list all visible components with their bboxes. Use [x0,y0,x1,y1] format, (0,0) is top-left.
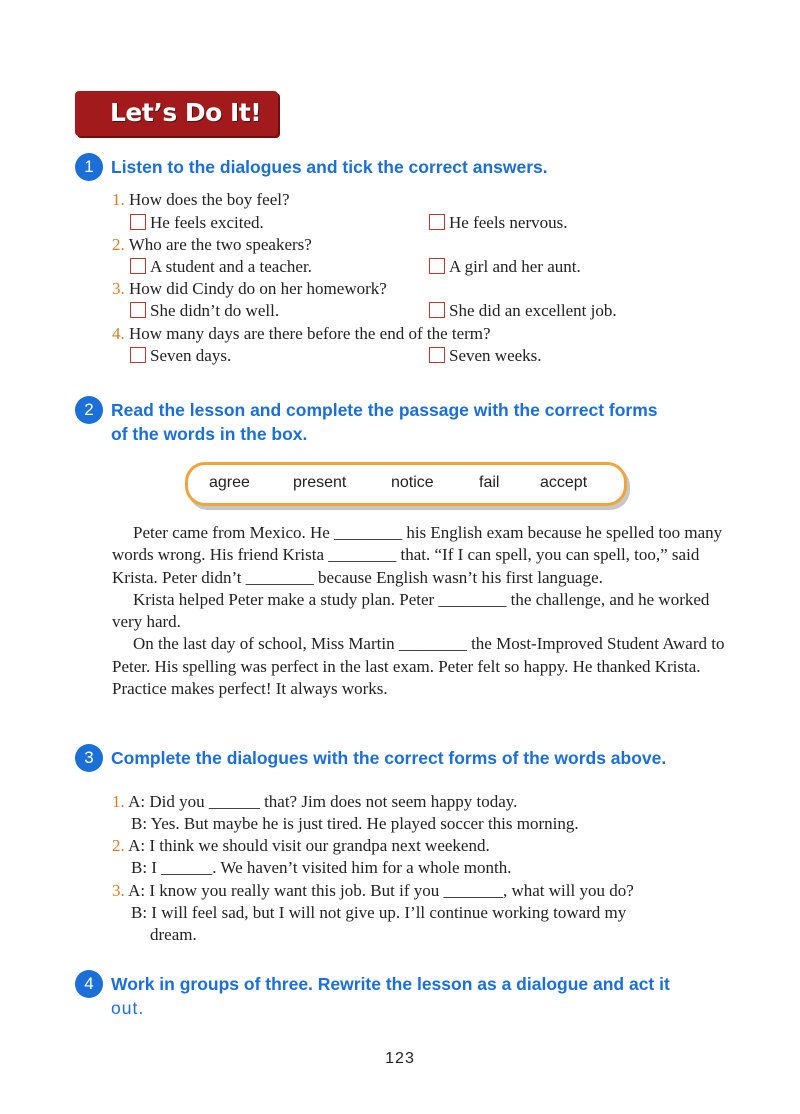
dialogue-line: B: I will feel sad, but I will not give up. I’ll continue working toward my [131,903,627,922]
reading-passage [112,522,730,700]
checkbox[interactable] [429,258,445,274]
passage-paragraph: On the last day of school, Miss Martin ________ the Most-Improved Student Award to Peter. His spelling was perfect in the last exam. Peter felt so happy. He thanked Krista. Practice makes perfect! It always works. [112,634,725,699]
dialogue-line: B: Yes. But maybe he is just tired. He played soccer this morning. [131,814,579,833]
dialogue-line: dream. [150,925,197,944]
dialogue-line: 2. A: I think we should visit our grandpa next weekend. [112,836,490,855]
question: 1. How does the boy feel? [112,190,290,209]
answer-option[interactable]: A girl and her aunt. [429,256,581,278]
answer-option[interactable]: She didn’t do well. [130,300,279,322]
answer-option[interactable]: A student and a teacher. [130,256,312,278]
section-title: Let’s Do It! [110,98,262,127]
task-instruction: Read the lesson and complete the passage with the correct forms of the words in the box. [111,400,658,444]
task-instruction: Work in groups of three. Rewrite the lesson as a dialogue and act it out. [111,974,670,1018]
dialogue-line: 3. A: I know you really want this job. But if you _______, what will you do? [112,881,634,900]
passage-paragraph: Krista helped Peter make a study plan. Peter ________ the challenge, and he worked very hard. [112,589,710,632]
answer-option[interactable]: Seven weeks. [429,345,542,367]
answer-option[interactable]: He feels nervous. [429,212,568,234]
task-number-badge: 4 [75,970,103,998]
word-box [185,462,627,506]
page-number: 123 [385,1050,415,1067]
checkbox[interactable] [130,347,146,363]
question: 2. Who are the two speakers? [112,235,312,254]
word-bank-item: present [293,474,347,491]
question: 4. How many days are there before the end of the term? [112,324,491,343]
task-instruction: Complete the dialogues with the correct forms of the words above. [111,748,667,768]
answer-option[interactable]: He feels excited. [130,212,264,234]
word-bank-item: fail [479,474,500,491]
answer-option[interactable]: Seven days. [130,345,231,367]
answer-option[interactable]: She did an excellent job. [429,300,617,322]
word-bank-item: notice [391,474,434,491]
task-number-badge: 3 [75,744,103,772]
word-bank-item: agree [209,474,250,491]
checkbox[interactable] [429,347,445,363]
checkbox[interactable] [130,214,146,230]
checkbox[interactable] [130,258,146,274]
checkbox[interactable] [429,214,445,230]
dialogue-line: B: I ______. We haven’t visited him for a whole month. [131,858,512,877]
question: 3. How did Cindy do on her homework? [112,279,387,298]
task-number-badge: 2 [75,396,103,424]
task-number-badge: 1 [75,153,103,181]
checkbox[interactable] [429,302,445,318]
passage-paragraph: Peter came from Mexico. He ________ his English exam because he spelled too many words wrong. His friend Krista ________ that. “If I can spell, you can spell, too,” said Krista. Peter didn’t ________ because English wasn’t his first language. [112,523,723,587]
dialogue-line: 1. A: Did you ______ that? Jim does not seem happy today. [112,792,518,811]
checkbox[interactable] [130,302,146,318]
task-instruction: Listen to the dialogues and tick the correct answers. [111,157,548,177]
section-banner [75,91,278,136]
word-bank-item: accept [540,474,588,491]
